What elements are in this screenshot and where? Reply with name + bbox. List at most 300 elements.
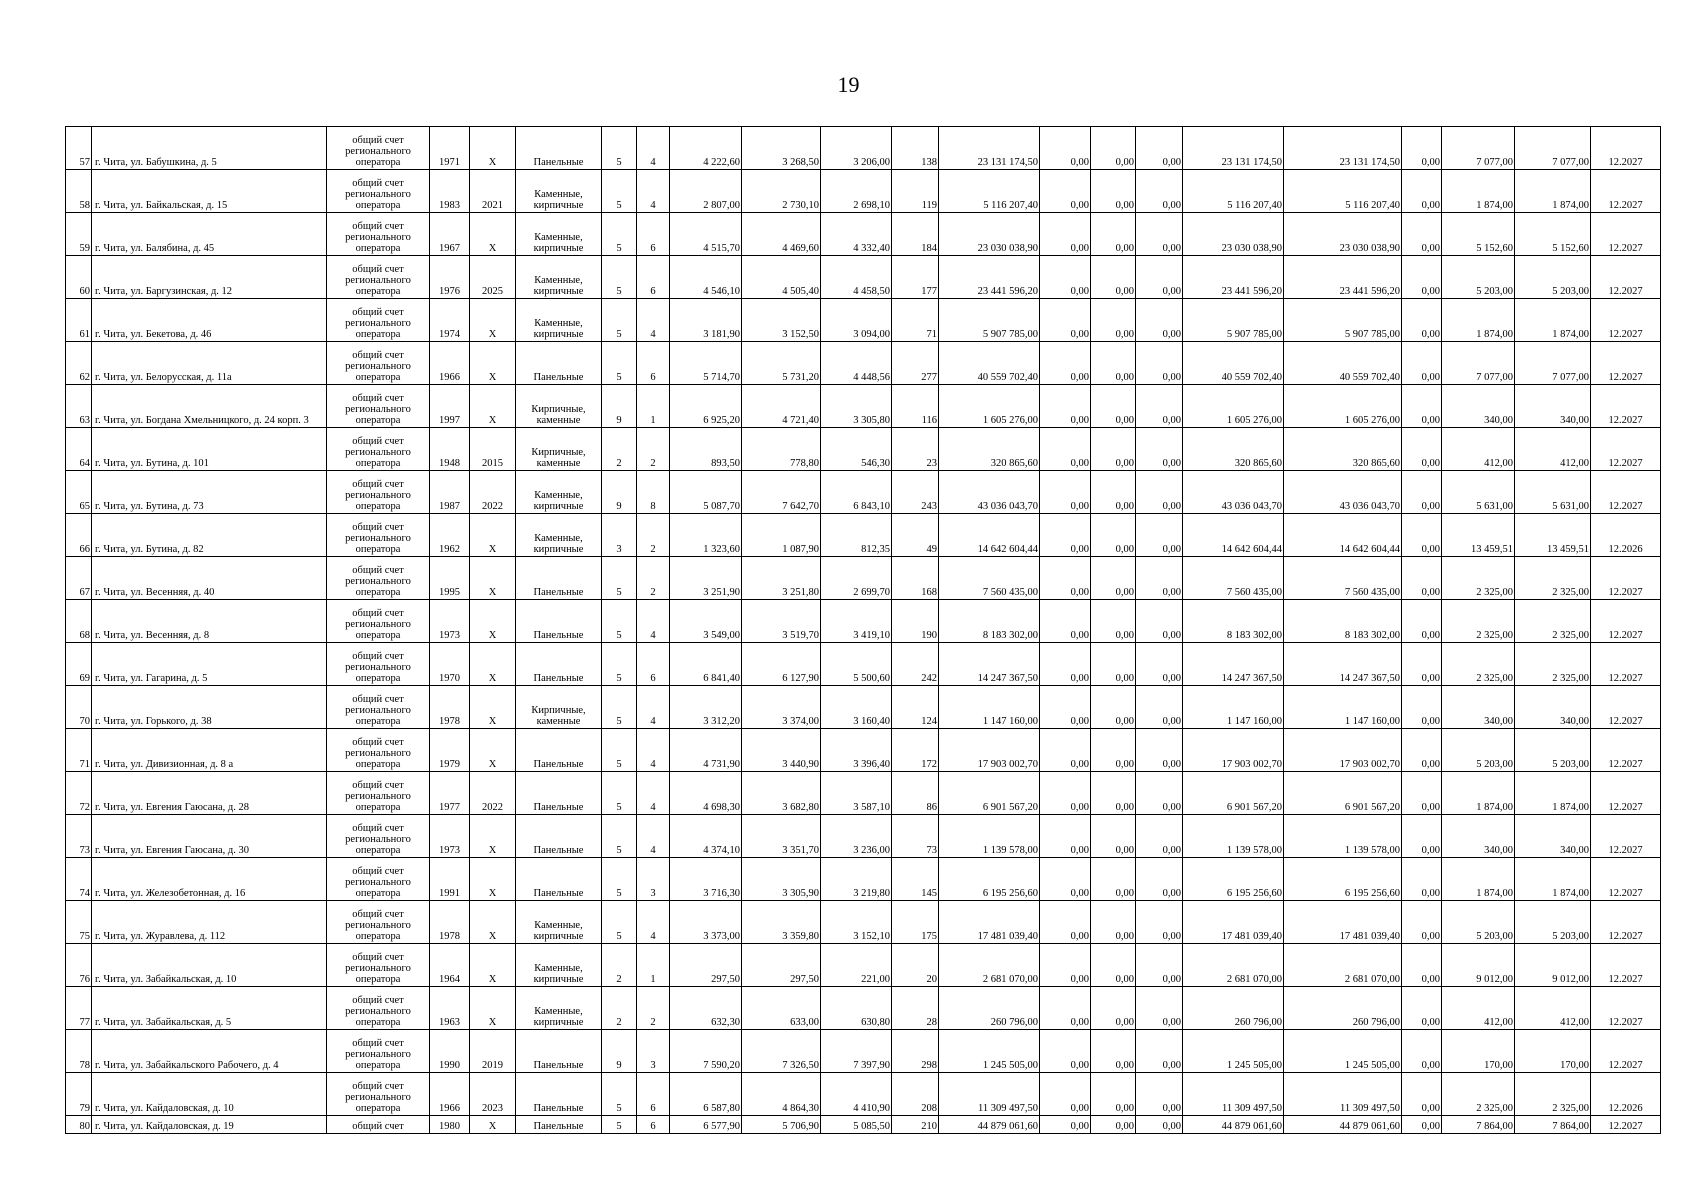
cell-funds-owners-account: 11 309 497,50 bbox=[1284, 1073, 1402, 1116]
cell-address: г. Чита, ул. Железобетонная, д. 16 bbox=[92, 858, 327, 901]
cell-account-type: общий счет регионального оператора bbox=[327, 1030, 430, 1073]
cell-entrances: 3 bbox=[637, 858, 670, 901]
cell-unit-cost: 1 874,00 bbox=[1442, 858, 1515, 901]
cell-repair-cost-total: 1 147 160,00 bbox=[939, 686, 1040, 729]
cell-wall-material: Панельные bbox=[516, 1116, 602, 1134]
cell-funds-owners-account: 6 901 567,20 bbox=[1284, 772, 1402, 815]
cell-funds-other: 0,00 bbox=[1402, 901, 1442, 944]
cell-funds-other: 0,00 bbox=[1402, 1116, 1442, 1134]
cell-funds-other: 0,00 bbox=[1402, 643, 1442, 686]
cell-funds-other: 0,00 bbox=[1402, 514, 1442, 557]
cell-max-unit-cost: 2 325,00 bbox=[1515, 557, 1591, 600]
cell-residents: 73 bbox=[892, 815, 939, 858]
cell-entrances: 4 bbox=[637, 170, 670, 213]
cell-floors: 2 bbox=[602, 987, 637, 1030]
cell-total-area: 5 087,70 bbox=[670, 471, 742, 514]
cell-funds-regional: 0,00 bbox=[1091, 514, 1136, 557]
cell-wall-material: Каменные, кирпичные bbox=[516, 944, 602, 987]
cell-floors: 5 bbox=[602, 815, 637, 858]
cell-total-area: 297,50 bbox=[670, 944, 742, 987]
cell-wall-material: Панельные bbox=[516, 600, 602, 643]
cell-address: г. Чита, ул. Горького, д. 38 bbox=[92, 686, 327, 729]
cell-residents: 210 bbox=[892, 1116, 939, 1134]
cell-area-premises: 4 469,60 bbox=[742, 213, 821, 256]
cell-funds-owners-total: 14 642 604,44 bbox=[1183, 514, 1284, 557]
cell-year-repair: 2022 bbox=[470, 471, 516, 514]
cell-funds-other: 0,00 bbox=[1402, 256, 1442, 299]
cell-total-area: 4 515,70 bbox=[670, 213, 742, 256]
cell-funds-local: 0,00 bbox=[1136, 1116, 1183, 1134]
cell-funds-federal: 0,00 bbox=[1040, 815, 1091, 858]
cell-wall-material: Панельные bbox=[516, 858, 602, 901]
cell-max-unit-cost: 2 325,00 bbox=[1515, 600, 1591, 643]
cell-funds-local: 0,00 bbox=[1136, 342, 1183, 385]
cell-wall-material: Каменные, кирпичные bbox=[516, 901, 602, 944]
cell-area-residential: 3 419,10 bbox=[821, 600, 892, 643]
cell-area-premises: 4 864,30 bbox=[742, 1073, 821, 1116]
cell-year-built: 1962 bbox=[430, 514, 470, 557]
cell-wall-material: Кирпичные, каменные bbox=[516, 385, 602, 428]
cell-repair-cost-total: 5 116 207,40 bbox=[939, 170, 1040, 213]
cell-funds-regional: 0,00 bbox=[1091, 428, 1136, 471]
cell-max-unit-cost: 5 203,00 bbox=[1515, 256, 1591, 299]
cell-year-repair: Х bbox=[470, 901, 516, 944]
cell-address: г. Чита, ул. Бутина, д. 82 bbox=[92, 514, 327, 557]
cell-area-premises: 3 268,50 bbox=[742, 127, 821, 170]
cell-year-repair: Х bbox=[470, 299, 516, 342]
cell-funds-federal: 0,00 bbox=[1040, 213, 1091, 256]
cell-planned-date: 12.2027 bbox=[1591, 385, 1661, 428]
cell-unit-cost: 412,00 bbox=[1442, 428, 1515, 471]
cell-area-residential: 3 160,40 bbox=[821, 686, 892, 729]
table-row bbox=[66, 557, 1661, 600]
cell-funds-local: 0,00 bbox=[1136, 299, 1183, 342]
cell-funds-regional: 0,00 bbox=[1091, 772, 1136, 815]
cell-residents: 184 bbox=[892, 213, 939, 256]
cell-area-residential: 812,35 bbox=[821, 514, 892, 557]
cell-funds-owners-total: 11 309 497,50 bbox=[1183, 1073, 1284, 1116]
cell-year-built: 1978 bbox=[430, 686, 470, 729]
cell-entrances: 4 bbox=[637, 686, 670, 729]
cell-funds-local: 0,00 bbox=[1136, 1030, 1183, 1073]
cell-max-unit-cost: 5 631,00 bbox=[1515, 471, 1591, 514]
cell-funds-other: 0,00 bbox=[1402, 1073, 1442, 1116]
table-row bbox=[66, 170, 1661, 213]
table-row bbox=[66, 428, 1661, 471]
cell-funds-other: 0,00 bbox=[1402, 557, 1442, 600]
cell-funds-federal: 0,00 bbox=[1040, 901, 1091, 944]
cell-planned-date: 12.2027 bbox=[1591, 944, 1661, 987]
cell-year-repair: Х bbox=[470, 385, 516, 428]
cell-funds-owners-total: 6 195 256,60 bbox=[1183, 858, 1284, 901]
cell-floors: 5 bbox=[602, 1116, 637, 1134]
cell-account-type: общий счет регионального оператора bbox=[327, 729, 430, 772]
cell-year-repair: Х bbox=[470, 643, 516, 686]
cell-planned-date: 12.2027 bbox=[1591, 686, 1661, 729]
cell-unit-cost: 9 012,00 bbox=[1442, 944, 1515, 987]
cell-floors: 5 bbox=[602, 213, 637, 256]
cell-funds-federal: 0,00 bbox=[1040, 1030, 1091, 1073]
cell-unit-cost: 2 325,00 bbox=[1442, 643, 1515, 686]
cell-funds-owners-total: 40 559 702,40 bbox=[1183, 342, 1284, 385]
cell-funds-owners-account: 1 147 160,00 bbox=[1284, 686, 1402, 729]
cell-funds-other: 0,00 bbox=[1402, 213, 1442, 256]
cell-planned-date: 12.2027 bbox=[1591, 901, 1661, 944]
cell-max-unit-cost: 170,00 bbox=[1515, 1030, 1591, 1073]
table-row bbox=[66, 987, 1661, 1030]
cell-entrances: 6 bbox=[637, 643, 670, 686]
cell-floors: 5 bbox=[602, 299, 637, 342]
cell-total-area: 3 312,20 bbox=[670, 686, 742, 729]
cell-funds-owners-account: 6 195 256,60 bbox=[1284, 858, 1402, 901]
cell-max-unit-cost: 340,00 bbox=[1515, 815, 1591, 858]
table-row bbox=[66, 213, 1661, 256]
cell-account-type: общий счет регионального оператора bbox=[327, 471, 430, 514]
cell-max-unit-cost: 1 874,00 bbox=[1515, 772, 1591, 815]
cell-row-number: 78 bbox=[66, 1030, 92, 1073]
cell-year-repair: Х bbox=[470, 987, 516, 1030]
cell-max-unit-cost: 7 077,00 bbox=[1515, 127, 1591, 170]
cell-funds-regional: 0,00 bbox=[1091, 1073, 1136, 1116]
cell-account-type: общий счет регионального оператора bbox=[327, 944, 430, 987]
cell-planned-date: 12.2027 bbox=[1591, 643, 1661, 686]
cell-year-repair: Х bbox=[470, 944, 516, 987]
cell-address: г. Чита, ул. Богдана Хмельницкого, д. 24 корп. 3 bbox=[92, 385, 327, 428]
table-row bbox=[66, 471, 1661, 514]
cell-floors: 9 bbox=[602, 471, 637, 514]
cell-funds-owners-account: 40 559 702,40 bbox=[1284, 342, 1402, 385]
cell-entrances: 4 bbox=[637, 127, 670, 170]
cell-funds-owners-total: 8 183 302,00 bbox=[1183, 600, 1284, 643]
cell-area-premises: 7 642,70 bbox=[742, 471, 821, 514]
cell-area-residential: 3 236,00 bbox=[821, 815, 892, 858]
cell-total-area: 632,30 bbox=[670, 987, 742, 1030]
cell-year-repair: Х bbox=[470, 342, 516, 385]
cell-address: г. Чита, ул. Весенняя, д. 40 bbox=[92, 557, 327, 600]
cell-unit-cost: 2 325,00 bbox=[1442, 600, 1515, 643]
cell-area-premises: 5 706,90 bbox=[742, 1116, 821, 1134]
cell-unit-cost: 5 152,60 bbox=[1442, 213, 1515, 256]
cell-address: г. Чита, ул. Евгения Гаюсана, д. 28 bbox=[92, 772, 327, 815]
cell-area-premises: 5 731,20 bbox=[742, 342, 821, 385]
cell-funds-other: 0,00 bbox=[1402, 944, 1442, 987]
cell-account-type: общий счет регионального оператора bbox=[327, 600, 430, 643]
cell-total-area: 4 222,60 bbox=[670, 127, 742, 170]
cell-address: г. Чита, ул. Бутина, д. 73 bbox=[92, 471, 327, 514]
cell-row-number: 76 bbox=[66, 944, 92, 987]
cell-planned-date: 12.2027 bbox=[1591, 256, 1661, 299]
cell-row-number: 60 bbox=[66, 256, 92, 299]
cell-funds-regional: 0,00 bbox=[1091, 686, 1136, 729]
cell-max-unit-cost: 1 874,00 bbox=[1515, 299, 1591, 342]
cell-total-area: 4 698,30 bbox=[670, 772, 742, 815]
cell-year-repair: 2021 bbox=[470, 170, 516, 213]
cell-funds-local: 0,00 bbox=[1136, 686, 1183, 729]
cell-planned-date: 12.2027 bbox=[1591, 127, 1661, 170]
cell-planned-date: 12.2027 bbox=[1591, 428, 1661, 471]
cell-area-premises: 3 251,80 bbox=[742, 557, 821, 600]
table-row bbox=[66, 600, 1661, 643]
cell-repair-cost-total: 5 907 785,00 bbox=[939, 299, 1040, 342]
cell-repair-cost-total: 17 481 039,40 bbox=[939, 901, 1040, 944]
cell-funds-owners-total: 1 605 276,00 bbox=[1183, 385, 1284, 428]
cell-entrances: 4 bbox=[637, 729, 670, 772]
cell-unit-cost: 5 631,00 bbox=[1442, 471, 1515, 514]
cell-account-type: общий счет регионального оператора bbox=[327, 342, 430, 385]
cell-unit-cost: 1 874,00 bbox=[1442, 772, 1515, 815]
cell-funds-local: 0,00 bbox=[1136, 944, 1183, 987]
cell-residents: 124 bbox=[892, 686, 939, 729]
cell-wall-material: Панельные bbox=[516, 127, 602, 170]
cell-entrances: 4 bbox=[637, 815, 670, 858]
cell-account-type: общий счет регионального оператора bbox=[327, 815, 430, 858]
cell-floors: 5 bbox=[602, 342, 637, 385]
cell-area-residential: 221,00 bbox=[821, 944, 892, 987]
cell-floors: 5 bbox=[602, 643, 637, 686]
cell-year-repair: Х bbox=[470, 213, 516, 256]
cell-account-type: общий счет регионального оператора bbox=[327, 385, 430, 428]
cell-funds-other: 0,00 bbox=[1402, 686, 1442, 729]
cell-funds-owners-account: 14 247 367,50 bbox=[1284, 643, 1402, 686]
cell-year-repair: Х bbox=[470, 127, 516, 170]
cell-floors: 2 bbox=[602, 944, 637, 987]
cell-planned-date: 12.2027 bbox=[1591, 772, 1661, 815]
cell-address: г. Чита, ул. Байкальская, д. 15 bbox=[92, 170, 327, 213]
cell-funds-owners-total: 7 560 435,00 bbox=[1183, 557, 1284, 600]
cell-entrances: 2 bbox=[637, 557, 670, 600]
cell-funds-owners-account: 43 036 043,70 bbox=[1284, 471, 1402, 514]
cell-max-unit-cost: 7 077,00 bbox=[1515, 342, 1591, 385]
cell-row-number: 57 bbox=[66, 127, 92, 170]
cell-account-type: общий счет регионального оператора bbox=[327, 213, 430, 256]
cell-funds-owners-account: 44 879 061,60 bbox=[1284, 1116, 1402, 1134]
cell-total-area: 3 181,90 bbox=[670, 299, 742, 342]
cell-total-area: 3 251,90 bbox=[670, 557, 742, 600]
cell-row-number: 67 bbox=[66, 557, 92, 600]
cell-total-area: 3 373,00 bbox=[670, 901, 742, 944]
cell-entrances: 6 bbox=[637, 1116, 670, 1134]
table-row bbox=[66, 944, 1661, 987]
cell-funds-federal: 0,00 bbox=[1040, 772, 1091, 815]
cell-area-residential: 3 219,80 bbox=[821, 858, 892, 901]
cell-year-built: 1970 bbox=[430, 643, 470, 686]
cell-area-premises: 4 721,40 bbox=[742, 385, 821, 428]
cell-wall-material: Каменные, кирпичные bbox=[516, 987, 602, 1030]
cell-unit-cost: 2 325,00 bbox=[1442, 1073, 1515, 1116]
cell-funds-regional: 0,00 bbox=[1091, 944, 1136, 987]
cell-year-repair: Х bbox=[470, 815, 516, 858]
cell-funds-federal: 0,00 bbox=[1040, 1116, 1091, 1134]
cell-planned-date: 12.2027 bbox=[1591, 342, 1661, 385]
cell-max-unit-cost: 2 325,00 bbox=[1515, 643, 1591, 686]
cell-funds-federal: 0,00 bbox=[1040, 342, 1091, 385]
cell-funds-other: 0,00 bbox=[1402, 815, 1442, 858]
cell-funds-local: 0,00 bbox=[1136, 858, 1183, 901]
page-number: 19 bbox=[837, 72, 860, 97]
cell-area-premises: 2 730,10 bbox=[742, 170, 821, 213]
cell-area-residential: 2 698,10 bbox=[821, 170, 892, 213]
cell-wall-material: Каменные, кирпичные bbox=[516, 299, 602, 342]
table-row bbox=[66, 1073, 1661, 1116]
cell-repair-cost-total: 43 036 043,70 bbox=[939, 471, 1040, 514]
cell-year-built: 1990 bbox=[430, 1030, 470, 1073]
cell-wall-material: Панельные bbox=[516, 729, 602, 772]
cell-area-residential: 3 305,80 bbox=[821, 385, 892, 428]
cell-row-number: 71 bbox=[66, 729, 92, 772]
cell-funds-federal: 0,00 bbox=[1040, 1073, 1091, 1116]
cell-wall-material: Панельные bbox=[516, 772, 602, 815]
cell-planned-date: 12.2026 bbox=[1591, 1073, 1661, 1116]
cell-residents: 138 bbox=[892, 127, 939, 170]
table-row bbox=[66, 1116, 1661, 1134]
cell-account-type: общий счет регионального оператора bbox=[327, 901, 430, 944]
cell-funds-local: 0,00 bbox=[1136, 643, 1183, 686]
cell-repair-cost-total: 40 559 702,40 bbox=[939, 342, 1040, 385]
cell-address: г. Чита, ул. Балябина, д. 45 bbox=[92, 213, 327, 256]
cell-max-unit-cost: 340,00 bbox=[1515, 385, 1591, 428]
cell-area-residential: 546,30 bbox=[821, 428, 892, 471]
cell-planned-date: 12.2027 bbox=[1591, 213, 1661, 256]
cell-funds-federal: 0,00 bbox=[1040, 600, 1091, 643]
cell-wall-material: Кирпичные, каменные bbox=[516, 428, 602, 471]
cell-row-number: 64 bbox=[66, 428, 92, 471]
cell-repair-cost-total: 14 642 604,44 bbox=[939, 514, 1040, 557]
table-row bbox=[66, 514, 1661, 557]
cell-funds-local: 0,00 bbox=[1136, 1073, 1183, 1116]
table-row bbox=[66, 1030, 1661, 1073]
cell-funds-federal: 0,00 bbox=[1040, 643, 1091, 686]
table-row bbox=[66, 643, 1661, 686]
cell-address: г. Чита, ул. Гагарина, д. 5 bbox=[92, 643, 327, 686]
cell-row-number: 79 bbox=[66, 1073, 92, 1116]
cell-funds-owners-total: 23 030 038,90 bbox=[1183, 213, 1284, 256]
cell-area-residential: 3 587,10 bbox=[821, 772, 892, 815]
table-row bbox=[66, 385, 1661, 428]
cell-residents: 145 bbox=[892, 858, 939, 901]
cell-account-type: общий счет bbox=[327, 1116, 430, 1134]
cell-entrances: 4 bbox=[637, 299, 670, 342]
cell-total-area: 6 925,20 bbox=[670, 385, 742, 428]
cell-address: г. Чита, ул. Бекетова, д. 46 bbox=[92, 299, 327, 342]
cell-area-residential: 3 206,00 bbox=[821, 127, 892, 170]
cell-account-type: общий счет регионального оператора bbox=[327, 557, 430, 600]
cell-funds-federal: 0,00 bbox=[1040, 428, 1091, 471]
cell-repair-cost-total: 17 903 002,70 bbox=[939, 729, 1040, 772]
cell-residents: 86 bbox=[892, 772, 939, 815]
cell-account-type: общий счет регионального оператора bbox=[327, 858, 430, 901]
cell-funds-federal: 0,00 bbox=[1040, 299, 1091, 342]
cell-wall-material: Панельные bbox=[516, 815, 602, 858]
cell-funds-regional: 0,00 bbox=[1091, 815, 1136, 858]
cell-year-repair: Х bbox=[470, 1116, 516, 1134]
cell-funds-federal: 0,00 bbox=[1040, 686, 1091, 729]
cell-funds-federal: 0,00 bbox=[1040, 557, 1091, 600]
table-row bbox=[66, 127, 1661, 170]
cell-account-type: общий счет регионального оператора bbox=[327, 256, 430, 299]
cell-entrances: 2 bbox=[637, 428, 670, 471]
cell-funds-federal: 0,00 bbox=[1040, 858, 1091, 901]
cell-area-residential: 4 458,50 bbox=[821, 256, 892, 299]
cell-entrances: 4 bbox=[637, 600, 670, 643]
cell-residents: 190 bbox=[892, 600, 939, 643]
cell-funds-owners-total: 1 245 505,00 bbox=[1183, 1030, 1284, 1073]
cell-address: г. Чита, ул. Забайкальского Рабочего, д. 4 bbox=[92, 1030, 327, 1073]
table-row bbox=[66, 729, 1661, 772]
cell-residents: 71 bbox=[892, 299, 939, 342]
cell-entrances: 2 bbox=[637, 514, 670, 557]
cell-funds-regional: 0,00 bbox=[1091, 342, 1136, 385]
cell-planned-date: 12.2027 bbox=[1591, 600, 1661, 643]
cell-max-unit-cost: 412,00 bbox=[1515, 428, 1591, 471]
cell-area-residential: 4 332,40 bbox=[821, 213, 892, 256]
cell-funds-owners-account: 14 642 604,44 bbox=[1284, 514, 1402, 557]
cell-funds-federal: 0,00 bbox=[1040, 729, 1091, 772]
cell-area-premises: 3 351,70 bbox=[742, 815, 821, 858]
cell-area-residential: 3 152,10 bbox=[821, 901, 892, 944]
cell-funds-owners-account: 23 131 174,50 bbox=[1284, 127, 1402, 170]
cell-residents: 119 bbox=[892, 170, 939, 213]
cell-funds-owners-account: 23 030 038,90 bbox=[1284, 213, 1402, 256]
cell-funds-owners-total: 23 131 174,50 bbox=[1183, 127, 1284, 170]
cell-max-unit-cost: 13 459,51 bbox=[1515, 514, 1591, 557]
cell-funds-local: 0,00 bbox=[1136, 385, 1183, 428]
cell-floors: 5 bbox=[602, 901, 637, 944]
cell-repair-cost-total: 14 247 367,50 bbox=[939, 643, 1040, 686]
cell-funds-other: 0,00 bbox=[1402, 1030, 1442, 1073]
cell-funds-other: 0,00 bbox=[1402, 987, 1442, 1030]
cell-funds-local: 0,00 bbox=[1136, 815, 1183, 858]
cell-residents: 175 bbox=[892, 901, 939, 944]
cell-funds-owners-total: 260 796,00 bbox=[1183, 987, 1284, 1030]
cell-year-built: 1977 bbox=[430, 772, 470, 815]
cell-row-number: 63 bbox=[66, 385, 92, 428]
cell-area-residential: 4 448,56 bbox=[821, 342, 892, 385]
cell-funds-other: 0,00 bbox=[1402, 170, 1442, 213]
cell-account-type: общий счет регионального оператора bbox=[327, 299, 430, 342]
cell-row-number: 72 bbox=[66, 772, 92, 815]
cell-planned-date: 12.2027 bbox=[1591, 557, 1661, 600]
cell-account-type: общий счет регионального оператора bbox=[327, 514, 430, 557]
cell-total-area: 3 716,30 bbox=[670, 858, 742, 901]
cell-funds-owners-account: 8 183 302,00 bbox=[1284, 600, 1402, 643]
cell-funds-other: 0,00 bbox=[1402, 299, 1442, 342]
cell-residents: 242 bbox=[892, 643, 939, 686]
cell-area-premises: 3 152,50 bbox=[742, 299, 821, 342]
cell-funds-local: 0,00 bbox=[1136, 127, 1183, 170]
cell-year-built: 1991 bbox=[430, 858, 470, 901]
cell-repair-cost-total: 320 865,60 bbox=[939, 428, 1040, 471]
cell-funds-owners-account: 23 441 596,20 bbox=[1284, 256, 1402, 299]
cell-entrances: 4 bbox=[637, 772, 670, 815]
cell-funds-local: 0,00 bbox=[1136, 256, 1183, 299]
cell-funds-owners-account: 1 605 276,00 bbox=[1284, 385, 1402, 428]
cell-area-residential: 3 094,00 bbox=[821, 299, 892, 342]
cell-funds-other: 0,00 bbox=[1402, 342, 1442, 385]
cell-funds-federal: 0,00 bbox=[1040, 256, 1091, 299]
cell-funds-owners-account: 5 907 785,00 bbox=[1284, 299, 1402, 342]
cell-funds-local: 0,00 bbox=[1136, 514, 1183, 557]
table-row bbox=[66, 686, 1661, 729]
cell-area-premises: 3 440,90 bbox=[742, 729, 821, 772]
cell-unit-cost: 340,00 bbox=[1442, 815, 1515, 858]
cell-repair-cost-total: 2 681 070,00 bbox=[939, 944, 1040, 987]
cell-year-built: 1978 bbox=[430, 901, 470, 944]
cell-account-type: общий счет регионального оператора bbox=[327, 643, 430, 686]
cell-repair-cost-total: 6 901 567,20 bbox=[939, 772, 1040, 815]
cell-residents: 20 bbox=[892, 944, 939, 987]
cell-total-area: 4 546,10 bbox=[670, 256, 742, 299]
cell-funds-regional: 0,00 bbox=[1091, 213, 1136, 256]
